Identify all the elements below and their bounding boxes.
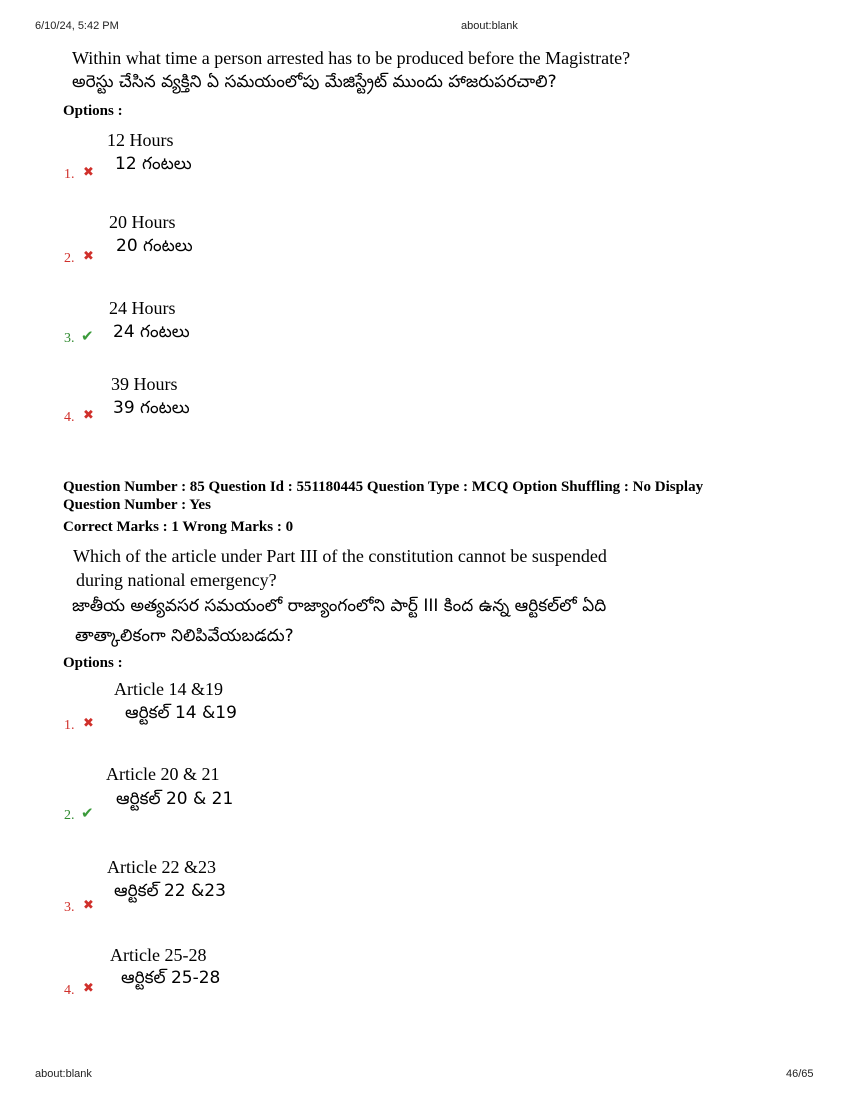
- wrong-cross-icon: ✖: [83, 165, 94, 180]
- options-label: Options :: [63, 103, 123, 119]
- option-3-text-te: ఆర్టికల్ 22 &23: [114, 881, 226, 901]
- print-title: about:blank: [461, 20, 518, 32]
- option-1-text-en: 12 Hours: [107, 130, 174, 150]
- question-text-en-line-1: Which of the article under Part III of the constitution cannot be suspended: [73, 546, 607, 566]
- option-2-text-en: 20 Hours: [109, 212, 176, 232]
- print-datetime: 6/10/24, 5:42 PM: [35, 20, 119, 32]
- question-text-en-line-2: during national emergency?: [76, 570, 277, 590]
- option-4-text-te: 39 గంటలు: [113, 398, 190, 418]
- question-meta-line-2: Question Number : Yes: [63, 497, 211, 513]
- footer-url: about:blank: [35, 1068, 92, 1080]
- wrong-cross-icon: ✖: [83, 898, 94, 913]
- correct-check-icon: ✔: [81, 804, 94, 822]
- option-3-number: 3.: [64, 331, 75, 346]
- question-text-en: Within what time a person arrested has to be produced before the Magistrate?: [72, 48, 631, 68]
- question-marks: Correct Marks : 1 Wrong Marks : 0: [63, 519, 294, 535]
- option-2-number: 2.: [64, 251, 75, 266]
- option-3-text-en: Article 22 &23: [107, 857, 216, 877]
- question-text-te-line-2: తాత్కాలికంగా నిలిపివేయబడదు?: [75, 626, 294, 646]
- question-text-te-line-1: జాతీయ అత్యవసర సమయంలో రాజ్యాంగంలోని పార్ట్ III కింద ఉన్న ఆర్టికల్‌లో ఏది: [72, 596, 607, 616]
- question-meta-line-1: Question Number : 85 Question Id : 551180445 Question Type : MCQ Option Shuffling : No Display: [63, 479, 704, 495]
- option-3-text-en: 24 Hours: [109, 298, 176, 318]
- option-1-number: 1.: [64, 718, 75, 733]
- option-2-number: 2.: [64, 808, 75, 823]
- option-1-text-en: Article 14 &19: [114, 679, 223, 699]
- option-4-number: 4.: [64, 983, 75, 998]
- option-4-text-te: ఆర్టికల్ 25-28: [121, 968, 221, 988]
- option-3-text-te: 24 గంటలు: [113, 322, 190, 342]
- question-text-te: అరెస్టు చేసిన వ్యక్తిని ఏ సమయంలోపు మేజిస్ట్రేట్ ముందు హాజరుపరచాలి?: [72, 72, 557, 92]
- option-1-number: 1.: [64, 167, 75, 182]
- option-4-text-en: 39 Hours: [111, 374, 178, 394]
- wrong-cross-icon: ✖: [83, 716, 94, 731]
- option-1-text-te: 12 గంటలు: [115, 154, 192, 174]
- page-number: 46/65: [786, 1068, 814, 1080]
- wrong-cross-icon: ✖: [83, 249, 94, 264]
- wrong-cross-icon: ✖: [83, 981, 94, 996]
- option-3-number: 3.: [64, 900, 75, 915]
- wrong-cross-icon: ✖: [83, 408, 94, 423]
- option-2-text-te: 20 గంటలు: [116, 236, 193, 256]
- correct-check-icon: ✔: [81, 327, 94, 345]
- option-2-text-en: Article 20 & 21: [106, 764, 220, 784]
- option-2-text-te: ఆర్టికల్ 20 & 21: [116, 789, 234, 809]
- option-4-number: 4.: [64, 410, 75, 425]
- option-1-text-te: ఆర్టికల్ 14 &19: [125, 703, 237, 723]
- options-label: Options :: [63, 655, 123, 671]
- option-4-text-en: Article 25-28: [110, 945, 207, 965]
